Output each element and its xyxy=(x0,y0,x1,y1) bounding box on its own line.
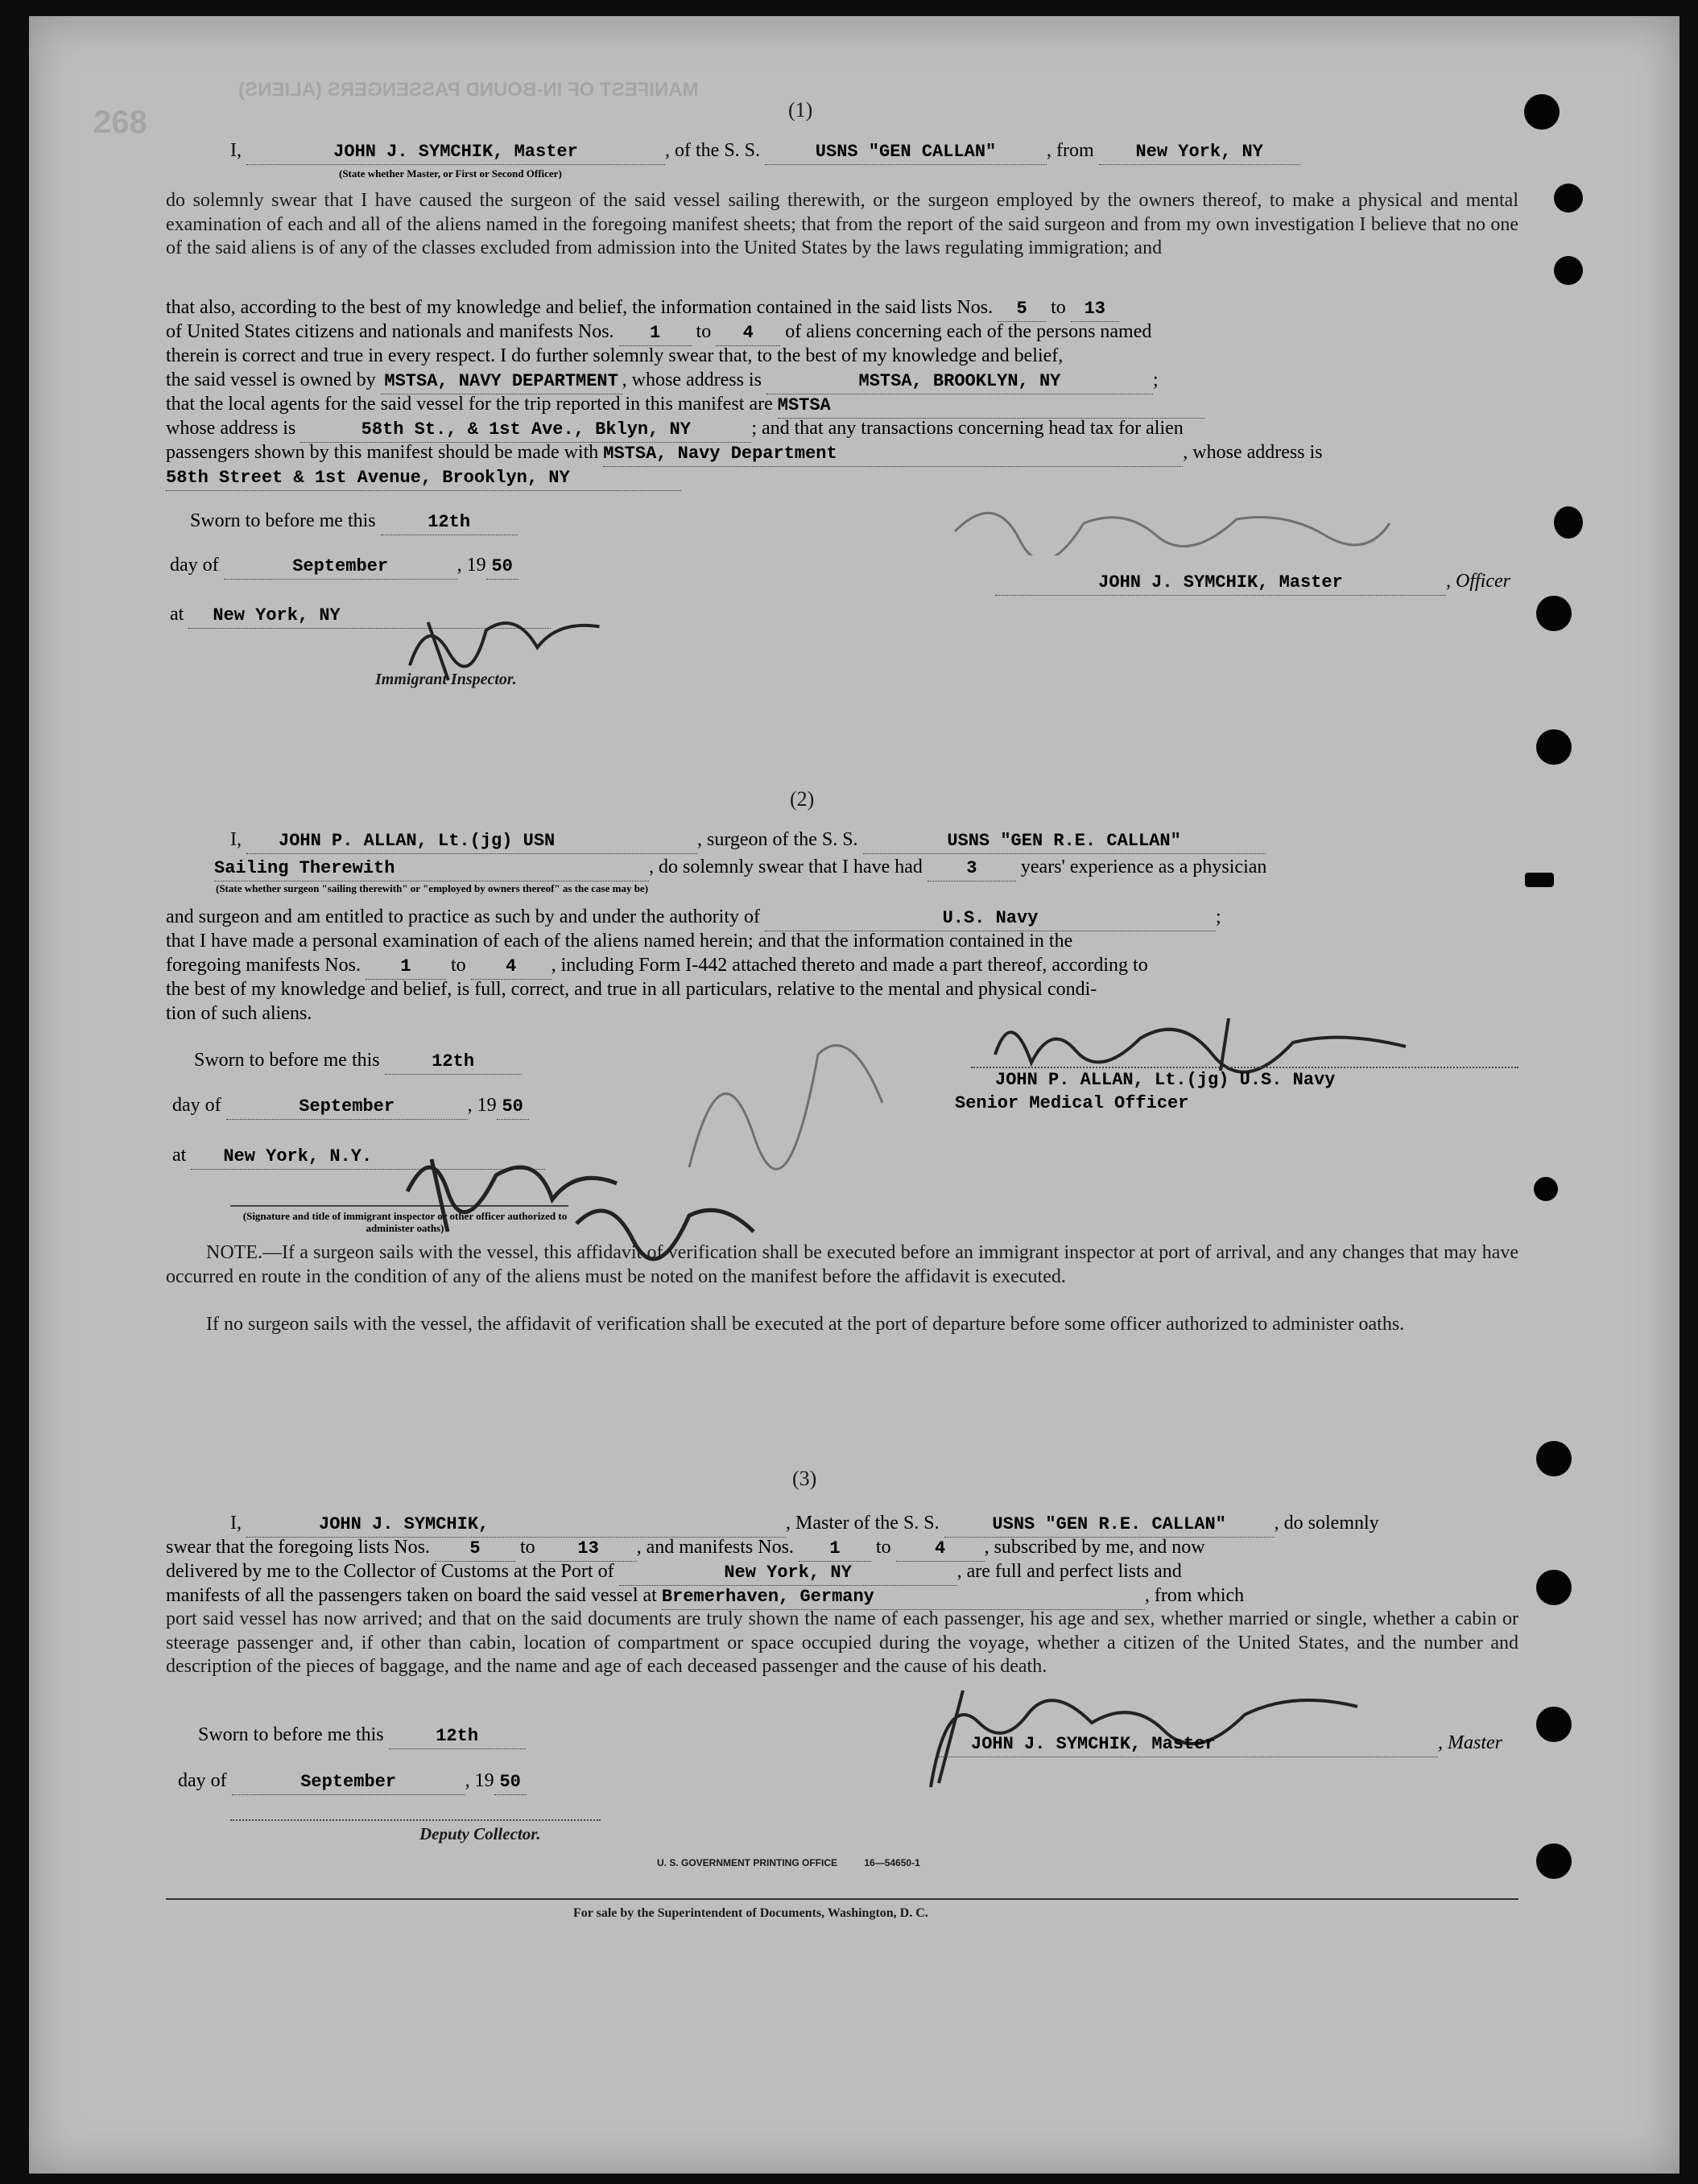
to-word: to xyxy=(450,955,466,976)
document-page xyxy=(29,16,1679,2174)
agents-label: that the local agents for the said vessel for the trip reported in this manifest are xyxy=(166,394,773,415)
subscribed-text: , subscribed by me, and now xyxy=(984,1537,1205,1558)
of-ss-label: , of the S. S. xyxy=(665,140,761,161)
headtax-address-line xyxy=(166,464,681,491)
manifests-to-field: 4 xyxy=(896,1537,985,1562)
binder-hole xyxy=(1534,1177,1558,1201)
year-prefix: , 19 xyxy=(467,1095,497,1116)
manifests-from-field: 1 xyxy=(619,321,692,346)
manifests-line xyxy=(166,320,1151,346)
section-1-paragraph: do solemnly swear that I have caused the surgeon of the said vessel sailing therewith, or the surgeon employed by the owners thereof, to make a physical and mental examination of each and all of the aliens named in the foregoing manifest sheets; that from the report of the said surgeon and from my own investigation I believe that no one of the said aliens is of any of the classes excluded from admission into the United States by the laws regulating immigration; and xyxy=(166,190,1518,258)
oath-signature-caption: (Signature and title of immigrant inspector or other officer authorized to administer oaths) xyxy=(242,1210,568,1234)
delivered-line xyxy=(166,1559,1182,1586)
day-of-line-1 xyxy=(170,553,518,580)
sworn-day-field: 12th xyxy=(385,1050,522,1075)
binder-hole xyxy=(1536,729,1572,765)
year-field: 50 xyxy=(497,1095,529,1120)
correct-line: therein is correct and true in every respect. I do further solemnly swear that, to the best of my knowledge and belief, xyxy=(166,345,1064,366)
master-name-field: JOHN J. SYMCHIK, xyxy=(246,1513,786,1538)
agents-address-field: 58th St., & 1st Ave., Bklyn, NY xyxy=(300,418,751,443)
foregoing-line xyxy=(166,953,1148,980)
form-text: , including Form I-442 attached thereto and made a part thereof, according to xyxy=(551,955,1148,976)
manifests-to-field: 4 xyxy=(716,321,780,346)
section-2-number: (2) xyxy=(790,787,815,811)
lists-text: that also, according to the best of my knowledge and belief, the information contained in the said lists Nos. xyxy=(166,297,994,318)
day-of-label: day of xyxy=(170,555,219,576)
day-of-label: day of xyxy=(178,1770,227,1791)
section-3-header-line xyxy=(230,1511,1379,1538)
swear-label: , do solemnly swear that I have had xyxy=(649,857,923,877)
tion-line: tion of such aliens. xyxy=(166,1003,312,1024)
master-caption: (State whether Master, or First or Second Officer) xyxy=(339,167,562,180)
board-port-field: Bremerhaven, Germany xyxy=(662,1585,1145,1610)
binder-hole xyxy=(1536,1441,1572,1476)
port-field: New York, NY xyxy=(619,1561,957,1586)
bleed-through-number: 268 xyxy=(93,105,147,140)
swear-lists-line xyxy=(166,1535,1205,1562)
at-label: at xyxy=(172,1145,187,1166)
month-field: September xyxy=(224,555,457,580)
year-prefix: , 19 xyxy=(457,555,486,576)
agents-address-line xyxy=(166,416,1184,443)
binder-hole xyxy=(1554,256,1583,285)
day-of-line-3 xyxy=(178,1769,527,1795)
month-field: September xyxy=(226,1095,468,1120)
year-field: 50 xyxy=(486,555,518,580)
bleed-through-signature xyxy=(673,1006,915,1187)
to-word: to xyxy=(875,1537,891,1558)
headtax-address-label: , whose address is xyxy=(1183,442,1323,463)
agents-address-label: whose address is xyxy=(166,418,296,439)
deputy-collector-caption: Deputy Collector. xyxy=(419,1824,541,1843)
sworn-line-2 xyxy=(194,1048,522,1075)
to-word: to xyxy=(1051,297,1066,318)
master-suffix: , Master xyxy=(1438,1732,1502,1753)
day-of-label: day of xyxy=(172,1095,221,1116)
master-of-ss-label: , Master of the S. S. xyxy=(786,1513,940,1534)
surgeon-vessel-field: USNS "GEN R.E. CALLAN" xyxy=(863,829,1266,854)
master-typed-line-3 xyxy=(939,1731,1502,1757)
sailing-field: Sailing Therewith xyxy=(214,857,649,881)
surgeon-name-field: JOHN P. ALLAN, Lt.(jg) USN xyxy=(246,829,697,854)
vessel-field: USNS "GEN R.E. CALLAN" xyxy=(944,1513,1275,1538)
binder-hole xyxy=(1536,1707,1572,1742)
section-1-header-line xyxy=(230,138,1300,165)
delivered-label: delivered by me to the Collector of Customs at the Port of xyxy=(166,1561,614,1582)
sworn-label: Sworn to before me this xyxy=(194,1050,380,1071)
officer-label: , Officer xyxy=(1446,571,1510,592)
exam-line: that I have made a personal examination of each of the aliens named herein; and that the information contained in the xyxy=(166,931,1073,952)
collector-signature-line xyxy=(230,1819,601,1821)
solemnly-label: , do solemnly xyxy=(1274,1513,1379,1534)
belief-line: the best of my knowledge and belief, is full, correct, and true in all particulars, relative to the mental and physical condi- xyxy=(166,979,1097,1000)
master-typed-name-3: JOHN J. SYMCHIK, Master xyxy=(939,1732,1438,1757)
sworn-label: Sworn to before me this xyxy=(190,510,376,531)
note2-paragraph: If no surgeon sails with the vessel, the affidavit of verification shall be executed at the port of departure before some officer authorized to administer oaths. xyxy=(206,1314,1405,1335)
master-typed-line xyxy=(995,569,1510,596)
master-signature-1 xyxy=(947,491,1398,559)
manifests-from-field: 1 xyxy=(799,1537,871,1562)
to-word: to xyxy=(519,1537,535,1558)
owner-address-label: , whose address is xyxy=(622,370,762,390)
note-paragraph: NOTE.—If a surgeon sails with the vessel, this affidavit of verification shall be executed before an immigrant inspector at port of arrival, and any changes that may have occurred en route in the condition of any of the aliens must be noted on the manifest before the affidavit is executed. xyxy=(166,1242,1518,1287)
master-typed-name: JOHN J. SYMCHIK, Master xyxy=(995,571,1446,596)
master-name-field: JOHN J. SYMCHIK, Master xyxy=(246,140,665,165)
which-label: , from which xyxy=(1144,1585,1245,1606)
owned-label: the said vessel is owned by xyxy=(166,370,376,390)
authority-label: and surgeon and am entitled to practice as such by and under the authority of xyxy=(166,906,760,927)
surgeon-line xyxy=(230,828,1266,854)
agents-line xyxy=(166,392,1204,419)
years-label: years' experience as a physician xyxy=(1020,857,1267,877)
sworn-day-field: 12th xyxy=(381,510,518,535)
headtax-party-field: MSTSA, Navy Department xyxy=(603,442,1183,467)
binder-hole xyxy=(1554,506,1583,539)
authority-line: and surgeon and am entitled to practice as such by and under the authority of U.S. Navy ; xyxy=(166,905,1221,931)
lists-to-field: 13 xyxy=(1071,297,1119,322)
surgeon-typed-name: JOHN P. ALLAN, Lt.(jg) U.S. Navy xyxy=(995,1070,1336,1090)
month-field: September xyxy=(232,1770,465,1795)
foregoing-to-field: 4 xyxy=(471,955,552,980)
footer-rule xyxy=(166,1898,1518,1900)
sworn-label: Sworn to before me this xyxy=(198,1724,384,1745)
place-field: New York, N.Y. xyxy=(191,1145,545,1170)
full-label: , are full and perfect lists and xyxy=(956,1561,1182,1582)
headtax-line xyxy=(166,440,1323,467)
year-prefix: , 19 xyxy=(465,1770,494,1791)
manifests-label: , and manifests Nos. xyxy=(636,1537,794,1558)
lists-line xyxy=(166,295,1119,322)
binder-hole xyxy=(1536,1843,1572,1879)
surgeon-caption: (State whether surgeon "sailing therewith" or "employed by owners thereof" as the case may be) xyxy=(216,882,649,894)
authority-field: U.S. Navy xyxy=(765,906,1216,931)
place-field: New York, NY xyxy=(188,604,551,629)
at-label: at xyxy=(170,604,184,625)
immigrant-inspector-caption: Immigrant Inspector. xyxy=(375,671,517,688)
section-3-paragraph: port said vessel has now arrived; and that on the said documents are truly shown the name of each passenger, his age and sex, whether married or single, whether a cabin or steerage passenger and, if other than cabin, location of compartment or space occupied during the voyage, whether a citizen of the United States, and the number and description of the pieces of baggage, and the name and age of each deceased passenger and the cause of his death. xyxy=(166,1608,1518,1677)
gpo-imprint: U. S. GOVERNMENT PRINTING OFFICE 16—54650-1 xyxy=(657,1857,920,1868)
from-port-field: New York, NY xyxy=(1099,140,1300,165)
owner-field: MSTSA, NAVY DEPARTMENT xyxy=(381,370,622,394)
sale-notice: For sale by the Superintendent of Documents, Washington, D. C. xyxy=(573,1906,928,1920)
section-1-number: (1) xyxy=(788,98,813,122)
binder-hole xyxy=(1536,596,1572,631)
surgeon-typed-title: Senior Medical Officer xyxy=(955,1093,1189,1113)
i-label: I, xyxy=(230,1513,242,1534)
foregoing-label: foregoing manifests Nos. xyxy=(166,955,361,976)
board-label: manifests of all the passengers taken on board the said vessel at xyxy=(166,1585,657,1606)
signature-scribble xyxy=(394,581,612,690)
owner-line: the said vessel is owned by MSTSA, NAVY DEPARTMENT , whose address is MSTSA, BROOKLYN, NY ; xyxy=(166,368,1159,394)
i-label: I, xyxy=(230,140,242,161)
sworn-line-3 xyxy=(198,1723,526,1749)
lists-to-field: 13 xyxy=(540,1537,637,1562)
binder-hole xyxy=(1524,94,1560,130)
binder-hole xyxy=(1554,184,1583,213)
lists-from-field: 5 xyxy=(998,297,1046,322)
vessel-field: USNS "GEN CALLAN" xyxy=(765,140,1047,165)
swear-lists-label: swear that the foregoing lists Nos. xyxy=(166,1537,430,1558)
agents-field: MSTSA xyxy=(778,394,1204,419)
sworn-line-1 xyxy=(190,509,518,535)
passengers-label: passengers shown by this manifest should be made with xyxy=(166,442,599,463)
from-label: , from xyxy=(1047,140,1094,161)
manifests-post-text: of aliens concerning each of the persons named xyxy=(785,321,1152,342)
to-word: to xyxy=(696,321,712,342)
i-label: I, xyxy=(230,829,242,850)
headtax-text: ; and that any transactions concerning head tax for alien xyxy=(751,418,1184,439)
sailing-line xyxy=(214,855,1266,881)
foregoing-from-field: 1 xyxy=(366,955,446,980)
binder-tab xyxy=(1525,873,1554,887)
owner-address-field: MSTSA, BROOKLYN, NY xyxy=(766,370,1153,394)
section-3-number: (3) xyxy=(792,1467,817,1490)
sworn-day-field: 12th xyxy=(389,1724,526,1749)
manifests-text: of United States citizens and nationals and manifests Nos. xyxy=(166,321,614,342)
lists-from-field: 5 xyxy=(435,1537,515,1562)
binder-hole xyxy=(1536,1570,1572,1605)
surgeon-of-label: , surgeon of the S. S. xyxy=(697,829,858,850)
year-field: 50 xyxy=(494,1770,527,1795)
bleed-through-header: MANIFEST OF IN-BOUND PASSENGERS (ALIENS) xyxy=(238,79,699,101)
years-field: 3 xyxy=(927,857,1016,881)
day-of-line-2 xyxy=(172,1093,529,1120)
headtax-address-field: 58th Street & 1st Avenue, Brooklyn, NY xyxy=(166,466,681,491)
inspector-signature xyxy=(394,581,614,702)
board-line xyxy=(166,1583,1244,1610)
